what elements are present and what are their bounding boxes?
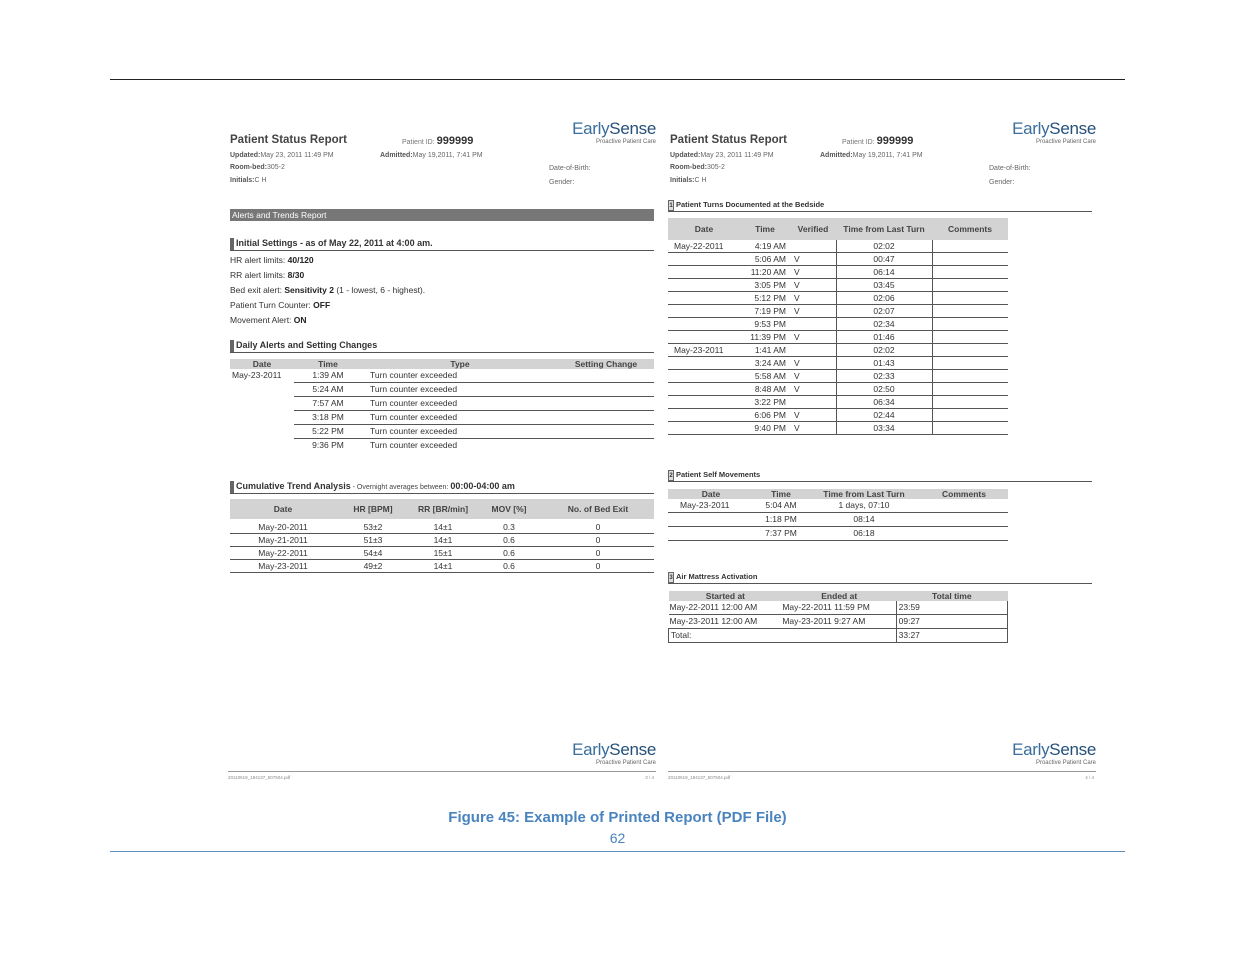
table-cell: 1 days, 07:10 — [808, 499, 920, 513]
table-cell — [932, 344, 1008, 357]
table-cell: 00:47 — [836, 253, 932, 266]
table-row — [668, 292, 1008, 305]
table-row — [668, 499, 1008, 513]
table-cell: 6:06 PM — [740, 409, 790, 422]
setting-line: Movement Alert: ON — [230, 315, 307, 325]
table-cell: 03:45 — [836, 279, 932, 292]
table-cell: 0 — [542, 560, 654, 573]
table-cell: V — [790, 370, 836, 383]
table-row — [668, 357, 1008, 370]
setting-line: Bed exit alert: Sensitivity 2 (1 - lowest, 6 - highest). — [230, 285, 426, 295]
setting-value: 40/120 — [287, 255, 314, 265]
admitted-date: Admitted:May 19,2011, 7:41 PM — [380, 152, 483, 159]
table-cell — [790, 344, 836, 357]
bottom-rule — [110, 851, 1125, 852]
initial-settings-heading: Initial Settings - as of May 22, 2011 at 4:00 am. — [230, 238, 654, 251]
table-cell: Turn counter exceeded — [362, 411, 558, 425]
column-header: Comments — [920, 489, 1008, 499]
table-row — [230, 425, 654, 439]
initials: Initials:C H — [670, 177, 707, 184]
table-cell — [932, 357, 1008, 370]
column-header: RR [BR/min] — [410, 499, 476, 520]
column-header: Setting Change — [558, 359, 654, 369]
column-header: HR [BPM] — [336, 499, 410, 520]
table-cell: 5:04 AM — [754, 499, 808, 513]
patient-id: Patient ID: 999999 — [402, 135, 474, 147]
table-row — [230, 397, 654, 411]
table-cell: 02:44 — [836, 409, 932, 422]
table-cell: 0 — [542, 534, 654, 547]
table-cell: 14±1 — [410, 520, 476, 534]
room-bed: Room-bed:305-2 — [670, 164, 725, 171]
column-header: Verified — [790, 218, 836, 240]
table-cell: May-23-2011 — [232, 370, 282, 381]
table-cell — [932, 266, 1008, 279]
table-row — [230, 439, 654, 453]
table-cell: 7:37 PM — [754, 527, 808, 541]
initials: Initials:C H — [230, 177, 267, 184]
table-cell: May-22-2011 12:00 AM — [669, 601, 783, 615]
table-row — [668, 266, 1008, 279]
setting-line: HR alert limits: 40/120 — [230, 255, 314, 265]
table-cell — [230, 397, 294, 411]
table-cell: May-23-2011 — [668, 499, 754, 513]
self-movements-heading: 2 Patient Self Movements — [668, 470, 1092, 482]
footer-page: 4 / 4 — [1085, 775, 1094, 780]
table-row — [230, 560, 654, 573]
table-cell: 5:24 AM — [294, 383, 362, 397]
table-cell: Turn counter exceeded — [362, 425, 558, 439]
table-cell — [932, 292, 1008, 305]
table-cell — [230, 411, 294, 425]
setting-value: OFF — [313, 300, 331, 310]
table-cell: 0 — [542, 547, 654, 560]
table-row — [230, 411, 654, 425]
table-cell — [920, 513, 1008, 527]
table-cell: 0 — [542, 520, 654, 534]
patient-id: Patient ID: 999999 — [842, 135, 914, 147]
table-cell — [932, 422, 1008, 435]
table-cell: V — [790, 292, 836, 305]
table-cell: 5:22 PM — [294, 425, 362, 439]
total-value: 33:27 — [896, 629, 1007, 643]
setting-line: Patient Turn Counter: OFF — [230, 300, 331, 310]
room-bed: Room-bed:305-2 — [230, 164, 285, 171]
table-cell: V — [790, 331, 836, 344]
updated-date: Updated:May 23, 2011 11:49 PM — [670, 152, 774, 159]
table-cell: 3:22 PM — [740, 396, 790, 409]
table-cell: 02:50 — [836, 383, 932, 396]
column-header: Date — [668, 218, 740, 240]
daily-alerts-heading: Daily Alerts and Setting Changes — [230, 340, 654, 353]
column-header: Total time — [896, 591, 1007, 601]
table-cell — [558, 369, 654, 383]
table-cell: V — [790, 409, 836, 422]
table-cell: May-23-2011 12:00 AM — [669, 615, 783, 629]
setting-value: Sensitivity 2 — [284, 285, 334, 295]
table-header-row — [668, 489, 1008, 499]
table-row — [230, 534, 654, 547]
table-row — [668, 422, 1008, 435]
table-cell: 3:18 PM — [294, 411, 362, 425]
table-cell: 08:14 — [808, 513, 920, 527]
table-cell — [932, 318, 1008, 331]
table-row — [668, 370, 1008, 383]
table-cell: V — [790, 383, 836, 396]
table-cell: 54±4 — [336, 547, 410, 560]
footer-filename: 20110519_194137_507504.pdf — [228, 775, 291, 780]
table-cell: 14±1 — [410, 560, 476, 573]
table-cell: 1:18 PM — [754, 513, 808, 527]
column-header: Started at — [669, 591, 783, 601]
table-cell: 01:43 — [836, 357, 932, 370]
table-row — [668, 279, 1008, 292]
cumulative-trend-heading: Cumulative Trend Analysis - Overnight averages between: 00:00-04:00 am — [230, 481, 654, 494]
table-cell: 4:19 AM — [740, 240, 790, 253]
table-cell: May-23-2011 9:27 AM — [782, 615, 896, 629]
table-total-row — [669, 629, 1008, 643]
table-cell: 0.3 — [476, 520, 542, 534]
table-cell — [558, 383, 654, 397]
table-cell — [668, 279, 740, 292]
table-cell: 49±2 — [336, 560, 410, 573]
table-cell: 06:14 — [836, 266, 932, 279]
table-cell: May-23-2011 — [668, 344, 740, 357]
updated-date: Updated:May 23, 2011 11:49 PM — [230, 152, 334, 159]
table-row — [668, 409, 1008, 422]
column-header: Type — [362, 359, 558, 369]
turns-heading: 1 Patient Turns Documented at the Bedside — [668, 200, 1092, 212]
table-header-row — [669, 591, 1008, 601]
table-row — [669, 601, 1008, 615]
column-header: No. of Bed Exit — [542, 499, 654, 520]
report-title: Patient Status Report — [230, 134, 347, 146]
table-cell: 0.6 — [476, 534, 542, 547]
table-row — [668, 344, 1008, 357]
table-row — [668, 318, 1008, 331]
table-cell — [558, 425, 654, 439]
earlysense-logo-footer: EarlySense Proactive Patient Care — [1012, 740, 1096, 766]
table-cell — [668, 357, 740, 370]
table-cell: V — [790, 422, 836, 435]
table-cell: 06:18 — [808, 527, 920, 541]
table-cell: May-22-2011 — [230, 547, 336, 560]
earlysense-logo: EarlySense Proactive Patient Care — [572, 119, 656, 145]
footer-rule — [228, 771, 656, 772]
column-header: Ended at — [782, 591, 896, 601]
table-cell — [668, 318, 740, 331]
table-cell: 15±1 — [410, 547, 476, 560]
table-cell: 1:41 AM — [740, 344, 790, 357]
turns-table — [668, 218, 1008, 435]
setting-line: RR alert limits: 8/30 — [230, 270, 305, 280]
table-cell — [790, 240, 836, 253]
gender-label: Gender: — [989, 179, 1015, 186]
air-mattress-heading: 3 Air Mattress Activation — [668, 572, 1092, 584]
table-cell: 02:34 — [836, 318, 932, 331]
table-cell — [932, 253, 1008, 266]
table-row — [668, 513, 1008, 527]
table-cell — [932, 383, 1008, 396]
table-cell: May-20-2011 — [230, 520, 336, 534]
footer-rule — [668, 771, 1096, 772]
column-header: Date — [230, 359, 294, 369]
table-cell — [668, 383, 740, 396]
setting-value: ON — [293, 315, 307, 325]
table-cell: 1:39 AM — [294, 369, 362, 383]
table-cell — [932, 409, 1008, 422]
gender-label: Gender: — [549, 179, 575, 186]
table-cell — [668, 513, 754, 527]
column-header: Comments — [932, 218, 1008, 240]
table-cell — [932, 331, 1008, 344]
table-cell: 0.6 — [476, 547, 542, 560]
table-cell — [932, 240, 1008, 253]
table-cell: May-22-2011 11:59 PM — [782, 601, 896, 615]
column-header: MOV [%] — [476, 499, 542, 520]
table-cell: 5:06 AM — [740, 253, 790, 266]
table-header-row — [668, 218, 1008, 240]
table-cell — [668, 527, 754, 541]
table-cell — [920, 527, 1008, 541]
table-cell: 9:53 PM — [740, 318, 790, 331]
table-cell: 0.6 — [476, 560, 542, 573]
table-cell: 09:27 — [896, 615, 1007, 629]
table-row — [669, 615, 1008, 629]
daily-alerts-table — [230, 359, 654, 452]
cumulative-trend-table — [230, 499, 654, 573]
table-cell: 23:59 — [896, 601, 1007, 615]
table-cell: Turn counter exceeded — [362, 383, 558, 397]
footer-filename: 20110519_194137_507504.pdf — [668, 775, 731, 780]
earlysense-logo-footer: EarlySense Proactive Patient Care — [572, 740, 656, 766]
table-cell — [668, 422, 740, 435]
table-cell — [668, 370, 740, 383]
table-cell: V — [790, 266, 836, 279]
column-header: Time — [294, 359, 362, 369]
table-cell — [932, 305, 1008, 318]
setting-value: 8/30 — [287, 270, 305, 280]
table-cell — [790, 396, 836, 409]
table-row — [668, 396, 1008, 409]
table-cell — [668, 409, 740, 422]
table-row — [668, 240, 1008, 253]
table-row — [230, 369, 654, 383]
admitted-date: Admitted:May 19,2011, 7:41 PM — [820, 152, 923, 159]
dob-label: Date-of-Birth: — [549, 165, 591, 172]
table-cell: 01:46 — [836, 331, 932, 344]
table-cell: Turn counter exceeded — [362, 397, 558, 411]
table-cell — [668, 253, 740, 266]
table-cell — [790, 318, 836, 331]
self-movements-table — [668, 489, 1008, 541]
table-row — [230, 520, 654, 534]
table-cell: 02:33 — [836, 370, 932, 383]
table-row — [230, 383, 654, 397]
table-cell — [668, 266, 740, 279]
table-cell: 11:20 AM — [740, 266, 790, 279]
table-cell — [932, 396, 1008, 409]
table-cell — [558, 397, 654, 411]
page-number: 62 — [609, 830, 626, 846]
table-row — [668, 253, 1008, 266]
table-cell: 8:48 AM — [740, 383, 790, 396]
table-cell: 02:06 — [836, 292, 932, 305]
table-cell: May-21-2011 — [230, 534, 336, 547]
table-cell: 7:19 PM — [740, 305, 790, 318]
table-row — [668, 331, 1008, 344]
earlysense-logo: EarlySense Proactive Patient Care — [1012, 119, 1096, 145]
table-cell: V — [790, 305, 836, 318]
table-cell — [558, 439, 654, 453]
table-cell — [668, 305, 740, 318]
column-header: Time — [740, 218, 790, 240]
report-page-left — [228, 115, 656, 790]
table-cell: 02:02 — [836, 344, 932, 357]
table-cell: V — [790, 279, 836, 292]
table-cell: May-23-2011 — [230, 560, 336, 573]
table-cell: Turn counter exceeded — [370, 440, 458, 450]
table-cell: 3:24 AM — [740, 357, 790, 370]
report-page-right — [668, 115, 1096, 790]
table-cell: 53±2 — [336, 520, 410, 534]
air-mattress-table — [668, 591, 1008, 643]
table-cell: V — [790, 253, 836, 266]
table-cell: 7:57 AM — [294, 397, 362, 411]
table-row — [668, 305, 1008, 318]
table-cell: 5:12 PM — [740, 292, 790, 305]
table-cell — [668, 292, 740, 305]
table-cell — [932, 370, 1008, 383]
table-row — [230, 547, 654, 560]
table-row — [668, 383, 1008, 396]
table-cell: 14±1 — [410, 534, 476, 547]
total-label: Total: — [669, 629, 897, 643]
dob-label: Date-of-Birth: — [989, 165, 1031, 172]
table-cell: 11:39 PM — [740, 331, 790, 344]
table-cell — [668, 396, 740, 409]
table-cell — [558, 411, 654, 425]
table-cell: 9:40 PM — [740, 422, 790, 435]
table-cell — [920, 499, 1008, 513]
figure-caption: Figure 45: Example of Printed Report (PDF File) — [448, 809, 787, 826]
column-header: Time from Last Turn — [808, 489, 920, 499]
footer-page: 3 / 4 — [645, 775, 654, 780]
column-header: Date — [230, 499, 336, 520]
table-cell: 06:34 — [836, 396, 932, 409]
table-cell: 9:36 PM — [312, 440, 344, 450]
table-cell: 51±3 — [336, 534, 410, 547]
table-header-row — [230, 499, 654, 520]
table-header-row — [230, 359, 654, 369]
column-header: Date — [668, 489, 754, 499]
table-cell: 02:07 — [836, 305, 932, 318]
table-cell — [230, 383, 294, 397]
report-title: Patient Status Report — [670, 134, 787, 146]
top-rule — [110, 79, 1125, 80]
table-cell — [668, 331, 740, 344]
table-cell — [230, 425, 294, 439]
table-cell: Turn counter exceeded — [362, 369, 558, 383]
table-cell — [230, 439, 294, 453]
column-header: Time from Last Turn — [836, 218, 932, 240]
table-cell — [932, 279, 1008, 292]
table-cell: V — [790, 357, 836, 370]
column-header: Time — [754, 489, 808, 499]
table-row — [668, 527, 1008, 541]
table-cell: 5:58 AM — [740, 370, 790, 383]
table-cell: May-22-2011 — [668, 240, 740, 253]
table-cell: 3:05 PM — [740, 279, 790, 292]
alerts-trends-banner: Alerts and Trends Report — [230, 209, 654, 221]
table-cell: 02:02 — [836, 240, 932, 253]
table-cell: 03:34 — [836, 422, 932, 435]
